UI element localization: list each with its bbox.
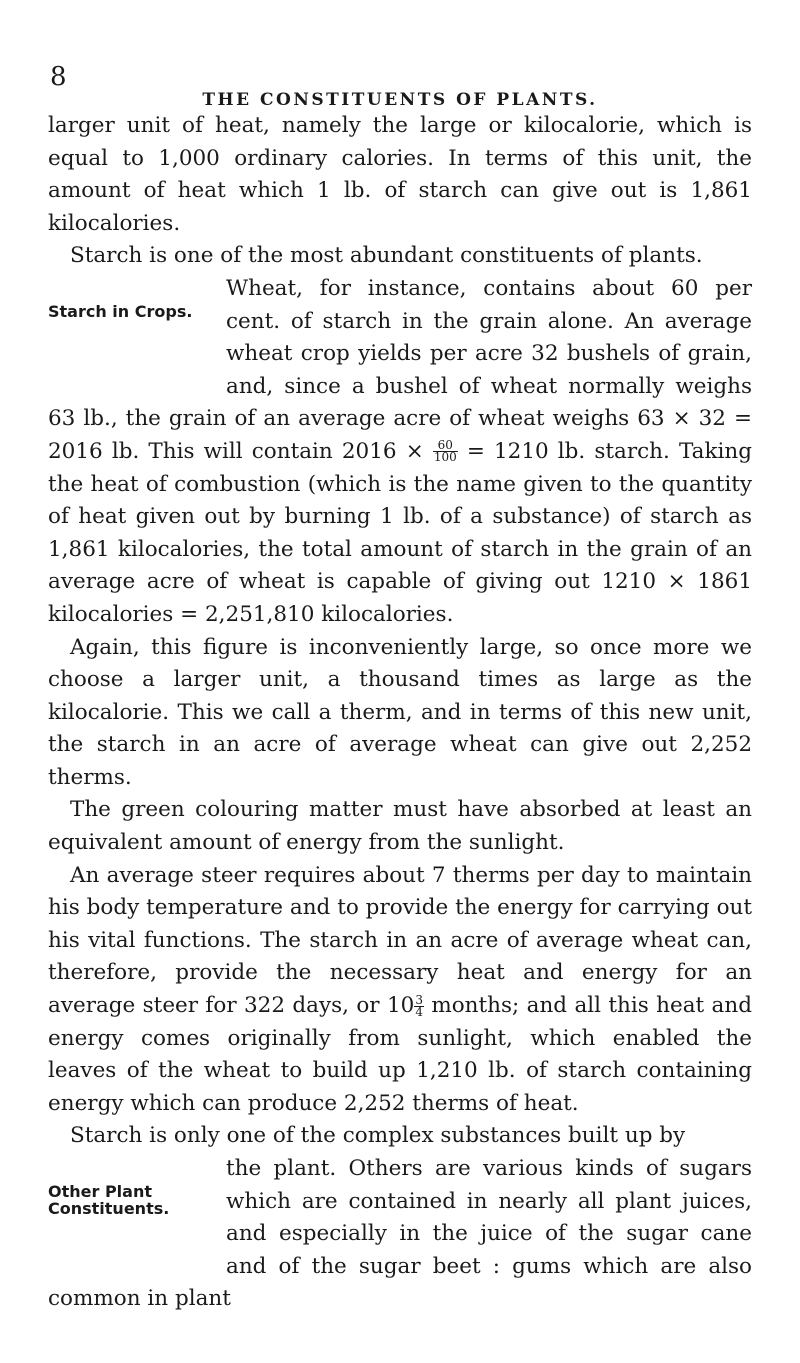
margin-note-other-plant-constituents [48,1153,218,1281]
paragraph-kilocalorie: larger unit of heat, namely the large or kilocalorie, which is equal to 1,000 ordinary calories. In terms of this unit, the amount of heat which 1 lb. of starch can give out is 1,861 kilocalories. [48,113,752,236]
running-title: THE CONSTITUENTS OF PLANTS. [202,90,598,110]
wheat-starch-text: Wheat, for instance, contains about 60 per cent. of starch in the grain alone. An average wheat crop yields per acre 32 bushels of grain, and, since a bushel of wheat normally weighs 63 lb., the grain of an average acre of wheat weighs 63 × 32 = 2016 lb. This will contain 2016 × [48,275,752,464]
paragraph-other-constituents-intro: Starch is only one of the complex substances built up by [70,1123,686,1149]
fraction-denominator: 4 [415,1004,423,1019]
fraction-denominator: 100 [433,450,457,465]
paragraph-other-constituents: the plant. Others are various kinds of sugars which are contained in nearly all plant juices, and especially in the juice of the sugar cane and of the sugar beet : gums which are also common in plant [48,1156,752,1312]
body-text [48,110,752,1316]
paragraph-therm: Again, this figure is inconveniently large, so once more we choose a larger unit, a thousand times as large as the kilocalorie. This we call a therm, and in terms of this new unit, the starch in an acre of average wheat can give out 2,252 therms. [48,634,752,790]
paragraph-steer [48,860,752,1121]
wheat-starch-text-continued: = 1210 lb. starch. Taking the heat of combustion (which is the name given to the quantity of heat given out by burning 1 lb. of a substance) of starch as 1,861 kilocalories, the total amount of starch in the grain of an average acre of wheat is capable of giving out 1210 × 1861 kilocalories = 2,251,810 kilocalories. [48,438,752,627]
steer-text-continued: months; and all this heat and energy comes originally from sunlight, which enabled the leaves of the wheat to build up 1,210 lb. of starch containing energy which can produce 2,252 therms of heat. [48,993,752,1116]
fraction-numerator: 60 [433,440,458,452]
margin-note-label: Starch in Crops. [48,301,193,321]
fraction-sixty-hundred [433,440,458,463]
margin-note-starch-in-crops [48,273,218,401]
page-number: 8 [50,62,67,92]
paragraph-starch-sentence: Starch is one of the most abundant constituents of plants. [70,243,703,269]
margin-note-label: Other Plant Constituents. [48,1182,170,1218]
fraction-numerator: 3 [415,992,423,1007]
paragraph-green-colouring: The green colouring matter must have absorbed at least an equivalent amount of energy from the sunlight. [48,797,752,856]
fraction-three-quarters [414,992,424,1019]
steer-text: An average steer requires about 7 therms per day to maintain his body temperature and to provide the energy for carrying out his vital functions. The starch in an acre of average wheat can, therefore, provide the necessary heat and energy for an average steer for 322 days, or 10 [48,862,752,1019]
